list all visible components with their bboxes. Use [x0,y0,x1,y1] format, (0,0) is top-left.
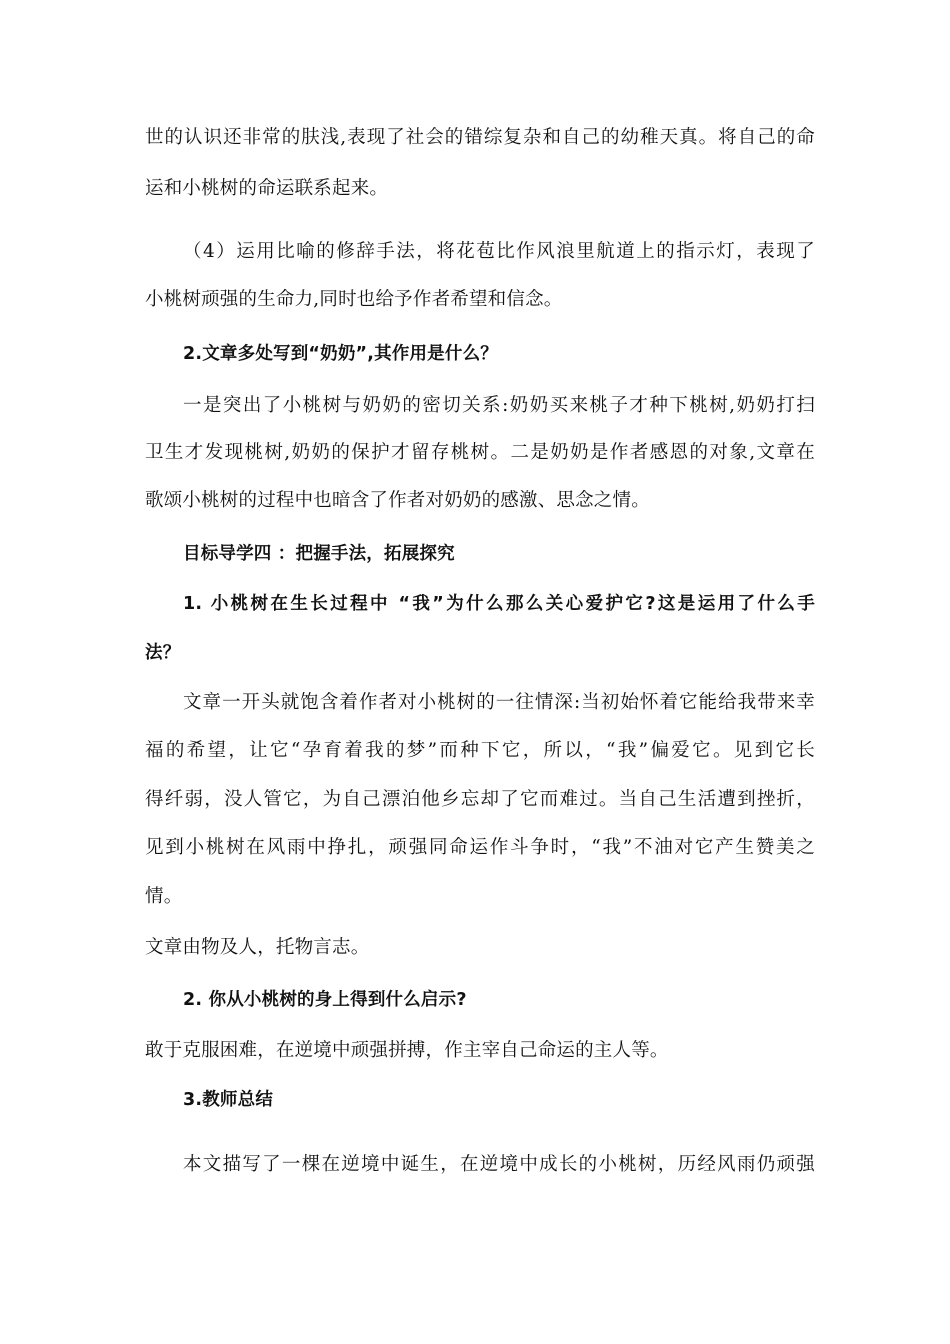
paragraph-line: 情。 [145,886,183,907]
paragraph-line: 一是突出了小桃树与奶奶的密切关系:奶奶买来桃子才种下桃树,奶奶打扫 [183,395,815,416]
paragraph-line: 敢于克服困难，在逆境中顽强拼搏，作主宰自己命运的主人等。 [145,1040,669,1061]
paragraph-line: 本文描写了一棵在逆境中诞生，在逆境中成长的小桃树，历经风雨仍顽强 [183,1154,815,1175]
paragraph-line: 文章一开头就饱含着作者对小桃树的一往情深:当初始怀着它能给我带来幸 [183,692,815,713]
paragraph-line: 得纤弱，没人管它，为自己漂泊他乡忘却了它而难过。当自己生活遭到挫折， [145,789,815,810]
paragraph-line: 见到小桃树在风雨中挣扎，顽强同命运作斗争时，“我”不油对它产生赞美之 [145,837,815,858]
question-heading: 法？ [145,643,181,663]
question-heading: 2. 你从小桃树的身上得到什么启示? [183,990,467,1010]
paragraph-line: 运和小桃树的命运联系起来。 [145,178,389,199]
paragraph-line: 福的希望，让它“孕育着我的梦”而种下它，所以，“我”偏爱它。见到它长 [145,740,815,761]
paragraph-line: 文章由物及人，托物言志。 [145,937,370,958]
section-heading: 2.文章多处写到“奶奶”,其作用是什么？ [183,344,498,364]
paragraph-line: 小桃树顽强的生命力,同时也给予作者希望和信念。 [145,289,563,310]
paragraph-line: 歌颂小桃树的过程中也暗含了作者对奶奶的感激、思念之情。 [145,490,650,511]
section-heading: 3.教师总结 [183,1090,274,1110]
question-heading: 1. 小桃树在生长过程中 “我”为什么那么关心爱护它?这是运用了什么手 [183,594,815,614]
paragraph-line: （4）运用比喻的修辞手法，将花苞比作风浪里航道上的指示灯，表现了 [183,241,815,262]
paragraph-line: 世的认识还非常的肤浅,表现了社会的错综复杂和自己的幼稚天真。将自己的命 [145,127,815,148]
paragraph-line: 卫生才发现桃树,奶奶的保护才留存桃树。二是奶奶是作者感恩的对象,文章在 [145,442,815,463]
section-heading: 目标导学四 ：把握手法，拓展探究 [183,544,455,564]
